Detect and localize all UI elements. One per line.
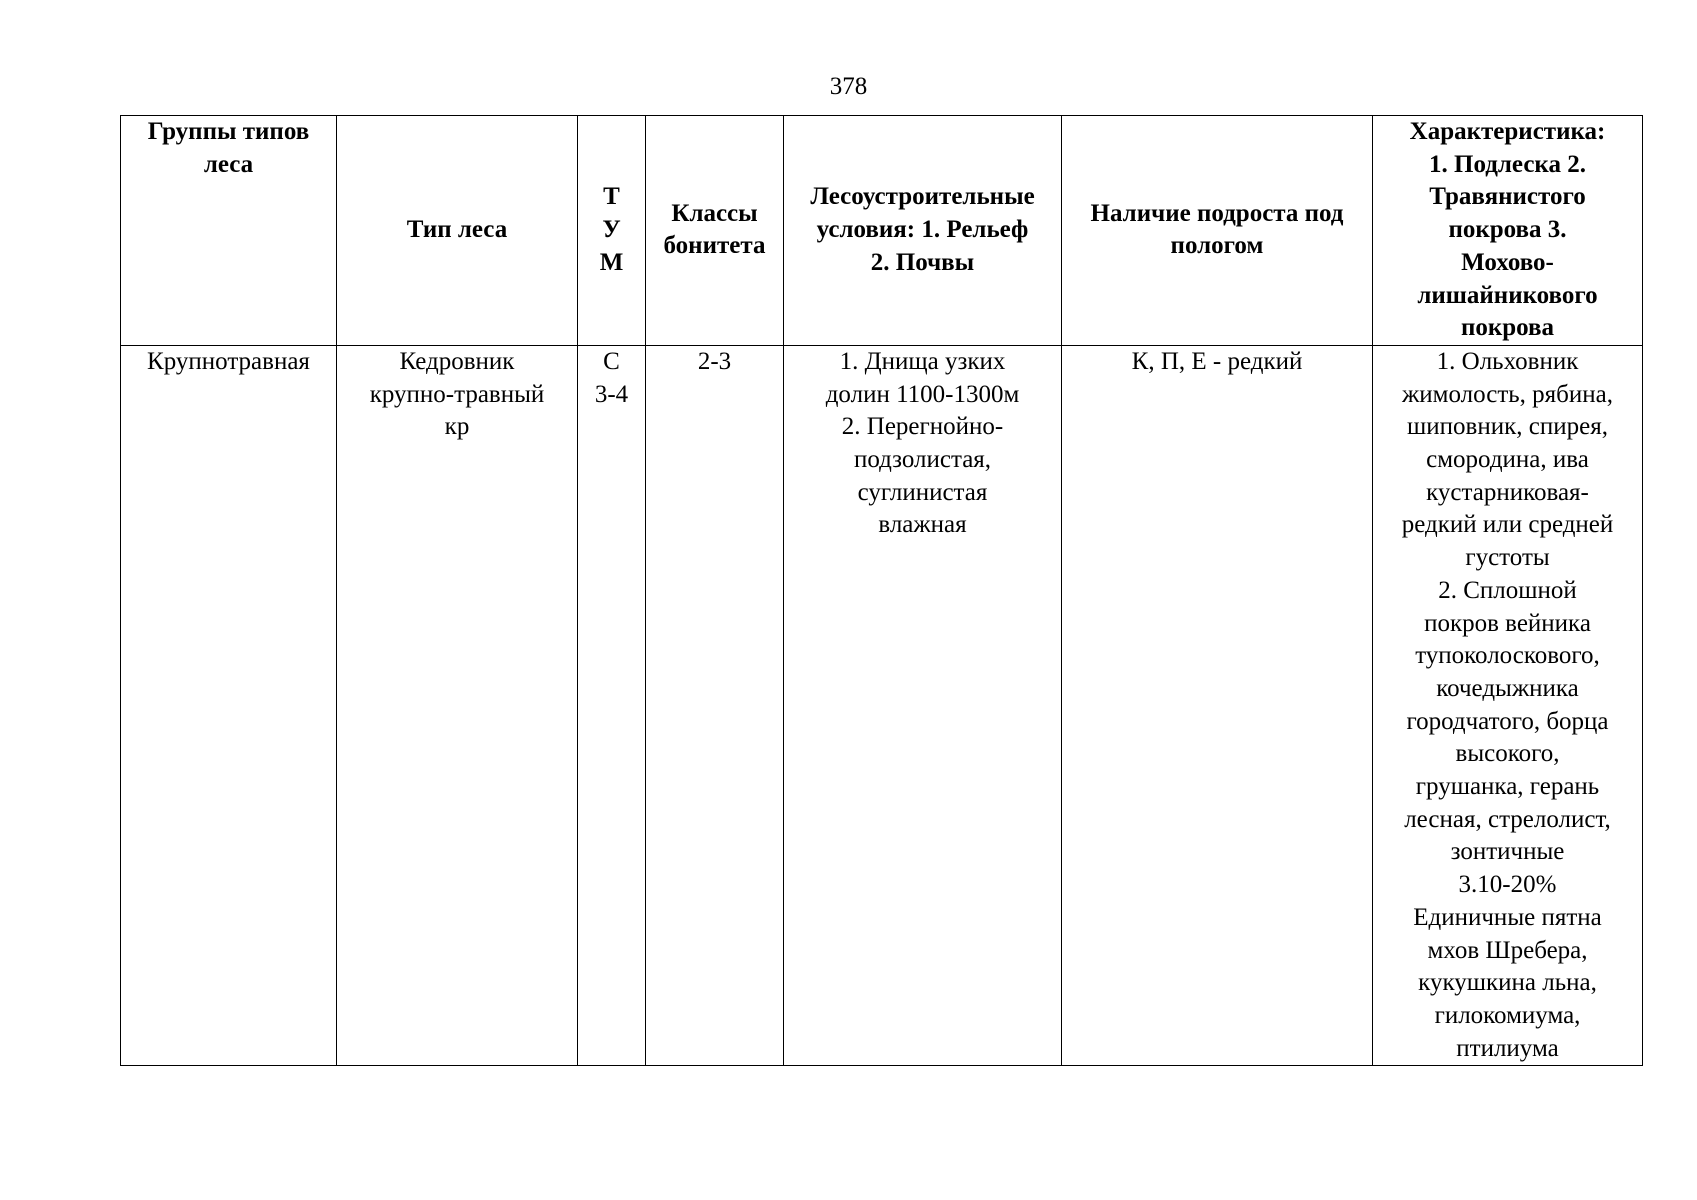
header-characteristics [1373,116,1643,346]
cell-characteristics [1373,345,1643,1065]
header-bonitet-classes [646,116,784,346]
header-tum-label: Т У М [599,183,624,276]
header-undergrowth-presence-label: Наличие подроста под пологом [1090,199,1344,260]
header-bonitet-classes-label: Классы бонитета [663,199,766,260]
table-header-row [121,116,1643,346]
cell-forest-type-group-text: Крупнотравная [147,347,310,375]
cell-forest-type-group [121,345,337,1065]
header-tum [578,116,646,346]
cell-undergrowth-presence [1062,345,1373,1065]
cell-forest-type [337,345,578,1065]
header-forest-type-label: Тип леса [406,216,508,244]
cell-forestry-conditions [784,345,1062,1065]
cell-forest-type-text: Кедровник крупно-травный кр [369,347,545,441]
cell-tum-text: С 3-4 [594,347,629,408]
header-characteristics-label: Характеристика: 1. Подлеска 2. Травянистого покрова 3. Мохово- лишайникового покрова [1409,118,1606,342]
page-number: 378 [829,73,868,100]
header-forestry-conditions [784,116,1062,346]
header-forestry-conditions-label: Лесоустроительные условия: 1. Рельеф 2. Почвы [810,183,1035,276]
cell-bonitet-class [646,345,784,1065]
cell-tum [578,345,646,1065]
table-row [121,345,1643,1065]
cell-bonitet-class-text: 2-3 [697,347,732,375]
forest-types-table [120,115,1643,1066]
cell-undergrowth-presence-text: К, П, Е - редкий [1131,347,1303,375]
cell-characteristics-text: 1. Ольховник жимолость, рябина, шиповник, спирея, смородина, ива кустарниковая- редкий или средней густоты 2. Сплошной покров вейника тупоколоскового, кочедыжника городчатого, борца высокого, грушанка, герань лесная, стрелолист, зонтичные 3.10-20% Единичные пятна мхов Шребера, кукушкина льна, гилокомиума, птилиума [1401,347,1614,1062]
cell-forestry-conditions-text: 1. Днища узких долин 1100-1300м 2. Перегнойно- подзолистая, суглинистая влажная [825,347,1020,539]
header-forest-type [337,116,578,346]
header-undergrowth-presence [1062,116,1373,346]
header-forest-type-groups [121,116,337,346]
header-forest-type-groups-label: Группы типов леса [147,118,310,178]
